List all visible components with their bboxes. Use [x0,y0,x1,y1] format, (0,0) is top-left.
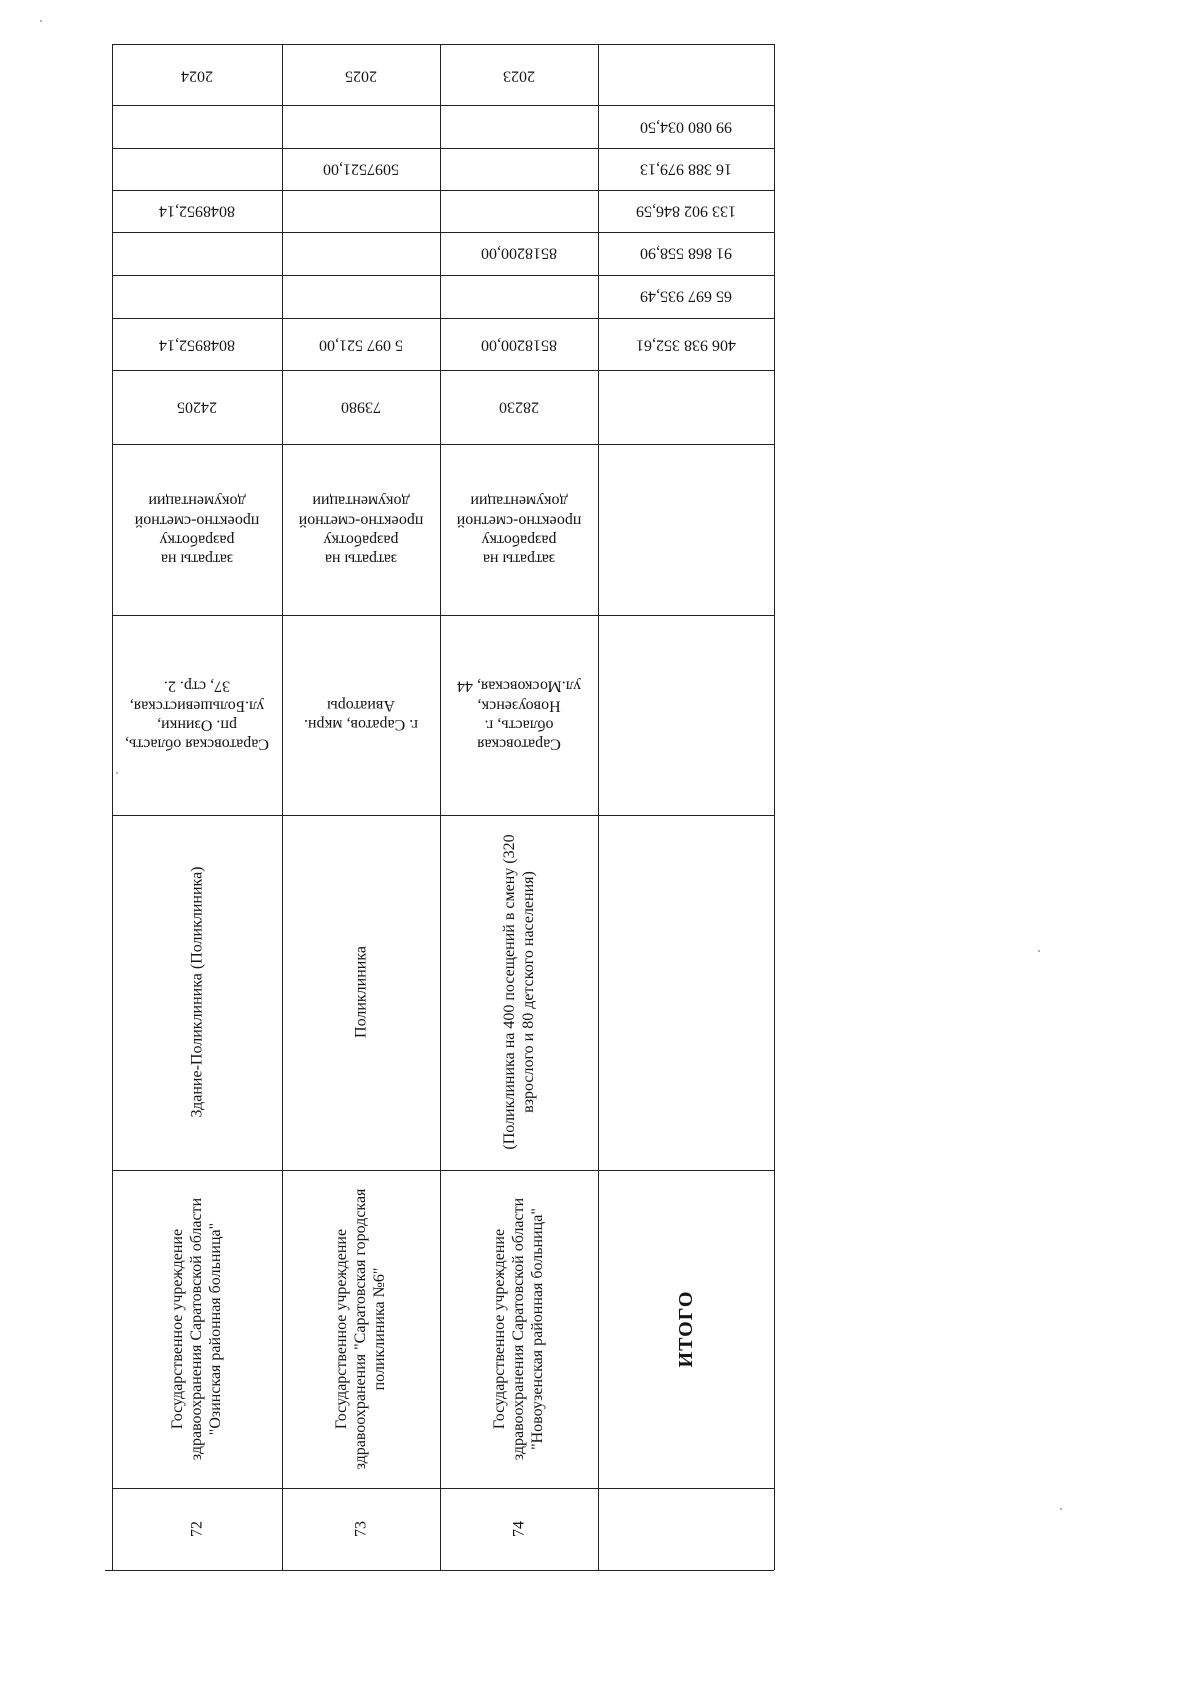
text-line: документации [312,492,410,510]
object-cell [351,946,370,1038]
year-value-cell: 8518200,00 [481,244,557,262]
cost-type-cell [299,492,424,569]
table-line [282,44,283,1570]
code-cell: 73980 [341,398,381,416]
text-line: Авиаторы [327,697,395,714]
year-cell: 2025 [345,67,377,85]
text-line: рп. Озинки, [157,716,237,734]
table-line [112,190,774,191]
text-line: затраты на [482,550,556,568]
year-cell: 2023 [503,67,535,85]
text-line: "Новоузенская районная больница" [529,1208,547,1450]
text-line: "Озинская районная больница" [207,1222,225,1436]
text-line: здравоохранения Саратовской области [188,1197,206,1461]
table-line [112,370,774,371]
row-number-cell: 74 [510,1521,528,1537]
cost-type-cell [135,492,260,569]
text-line: проектно-сметной [298,512,424,529]
scan-speck [1060,1508,1062,1510]
table-line [440,44,441,1570]
amount-cell: 8048952,14 [159,336,235,354]
table-line [112,318,774,319]
year-value-cell: 8048952,14 [159,202,235,220]
amount-cell: 5 097 521,00 [319,336,403,354]
table-line [112,1488,774,1489]
text-line: проектно-сметной [134,512,260,529]
address-cell [457,677,581,754]
total-value-cell: 65 697 935,49 [640,287,732,305]
code-cell: 24205 [177,398,217,416]
text-line: Новоузенск, [477,697,561,714]
text-line: Поликлиника [352,946,370,1038]
table-line [112,444,774,445]
table-line [112,148,774,149]
text-line: 37, стр. 2. [163,677,231,695]
text-line: область, г. [484,716,554,734]
text-line: г. Саратов, мкрн. [303,716,419,734]
cost-type-cell [457,492,582,569]
code-cell: 28230 [499,398,539,416]
text-line: здравоохранения Саратовской области [510,1197,528,1461]
scan-speck [40,20,42,22]
text-line: затраты на [324,550,398,568]
text-line: Саратовская [477,735,561,753]
object-cell [500,834,538,1149]
text-line: Здание-Поликлиника (Поликлиника) [188,866,206,1118]
table-line [112,275,774,276]
scan-speck [116,772,118,774]
text-line: ул.Московская, 44 [456,677,582,695]
text-line: здравоохранения "Саратовская городская [352,1188,370,1470]
scan-speck [1038,950,1040,952]
text-line: поликлиника №6" [371,1267,389,1391]
text-line: (Поликлиника на 400 посещений в смену (320 [500,834,518,1150]
table-line [598,44,599,1570]
table-line [105,1570,774,1571]
address-cell [125,677,269,754]
table-line [112,44,113,1570]
total-amount-cell: 406 938 352,61 [636,336,736,354]
total-value-cell: 16 388 979,13 [640,160,732,178]
table-line [112,232,774,233]
text-line: разработку [159,531,235,549]
object-cell [187,866,206,1117]
text-line: разработку [481,531,557,549]
table-line [774,44,775,1570]
text-line: Саратовская область, [124,735,270,753]
organization-cell [332,1189,390,1470]
row-number-cell: 73 [352,1521,370,1537]
row-number-cell: 72 [188,1521,206,1537]
table-line [112,615,774,616]
text-line: Государственное учреждение [333,1228,351,1430]
table-line [112,1170,774,1171]
text-line: документации [148,492,246,510]
year-value-cell: 5097521,00 [323,160,399,178]
address-cell [304,696,418,734]
organization-cell [168,1198,226,1460]
amount-cell: 8518200,00 [481,336,557,354]
text-line: разработку [323,531,399,549]
total-value-cell: 133 902 846,59 [636,202,736,220]
table-line [112,44,774,45]
total-value-cell: 99 080 034,50 [640,118,732,136]
total-label: ИТОГО [675,1290,697,1368]
table-line [112,815,774,816]
total-value-cell: 91 868 558,90 [640,244,732,262]
text-line: затраты на [160,550,234,568]
text-line: ул.Большевистская, [129,697,265,714]
text-line: Государственное учреждение [169,1228,187,1430]
organization-cell [490,1198,548,1460]
text-line: проектно-сметной [456,512,582,529]
text-line: взрослого и 80 детского населения) [520,871,537,1113]
year-cell: 2024 [181,67,213,85]
text-line: документации [470,492,568,510]
table-line [112,105,774,106]
text-line: Государственное учреждение [491,1228,509,1430]
